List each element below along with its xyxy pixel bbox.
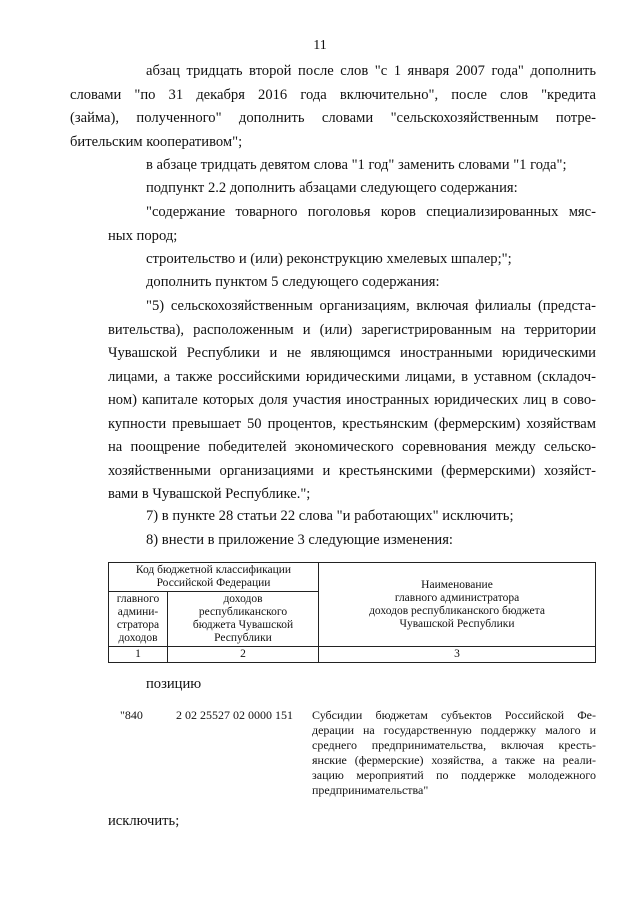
paragraph-2 (146, 154, 596, 178)
paragraph-9 (146, 529, 596, 553)
cell-text: доходов республиканского бюджета (369, 604, 545, 617)
cell-text: доходов (223, 593, 263, 605)
closing-text: исключить; (108, 813, 180, 829)
header-group-cell (109, 563, 319, 592)
text-line: среднего предпринимательства, включая кресть- (312, 738, 596, 752)
text-line: хозяйственными организациями и крестьянскими (фермерскими) хозяйст- (108, 462, 596, 479)
text-line: вительства), расположенным и (или) зарегистрированным на территории (108, 321, 596, 338)
text-line: Чувашской Республики и не являющимся иностранными юридическими (108, 345, 596, 361)
text-line: бительским кооперативом"; (70, 133, 243, 150)
cell-text: доходов (118, 632, 158, 644)
cell-text: Российской Федерации (156, 577, 271, 589)
text-line: лицами, а также российскими юридическими лицами, в уставном (складоч- (108, 368, 596, 385)
revenue-code: 2 02 25527 02 0000 151 (176, 708, 293, 722)
paragraph-1 (70, 60, 596, 154)
position-label: позицию (146, 676, 202, 692)
admin-code: "840 (120, 708, 143, 722)
paragraph-8 (146, 505, 596, 529)
cell-text: бюджета Чувашской (192, 619, 294, 631)
cell-text: главного (116, 593, 160, 605)
text-line: словами "по 31 декабря 2016 года включительно", после слов "кредита (70, 86, 596, 103)
text-line: ных пород; (108, 227, 178, 244)
cell-text: Наименование (421, 578, 493, 591)
text-line: предпринимательства" (312, 783, 429, 797)
text-line: купности превышает 50 процентов, крестьянским (фермерским) хозяйствам (108, 415, 596, 432)
paragraph-4 (108, 201, 596, 248)
text-line: Субсидии бюджетам субъектов Российской Фе- (312, 708, 596, 722)
text-line: дерации на государственную поддержку малого и (312, 723, 596, 737)
cell-text: Чувашской Республики (399, 617, 515, 630)
header-revenue-cell (168, 592, 319, 647)
paragraph-3 (146, 177, 596, 201)
text-line: абзац тридцать второй после слов "с 1 января 2007 года" дополнить (146, 63, 596, 79)
text-line: ном) капитале которых доля участия иностранных юридических лиц в сово- (108, 392, 596, 408)
header-admin-cell (109, 592, 168, 647)
text-line: зацию мероприятий по поддержке молодежного (312, 768, 596, 782)
text-line: дополнить пунктом 5 следующего содержания: (146, 274, 440, 290)
text-line: янские (фермерские) хозяйства, а также на реали- (312, 753, 596, 767)
cell-text: админи- (117, 606, 159, 618)
paragraph-5 (146, 248, 596, 272)
cell-text: Республики (214, 632, 272, 644)
cell-text: Код бюджетной классификации (135, 564, 292, 576)
text-line: 8) внести в приложение 3 следующие изменения: (146, 532, 453, 548)
text-line: на поощрение победителей экономического соревнования между сельско- (108, 439, 596, 455)
header-name-cell (319, 563, 596, 647)
text-line: "5) сельскохозяйственным организациям, включая филиалы (предста- (146, 298, 596, 314)
column-number: 1 (109, 647, 168, 663)
text-line: подпункт 2.2 дополнить абзацами следующего содержания: (146, 180, 518, 196)
column-number: 3 (319, 647, 596, 663)
paragraph-6 (146, 271, 596, 295)
entry-description (312, 708, 596, 798)
text-line: в абзаце тридцать девятом слова "1 год" заменить словами "1 года"; (146, 157, 567, 173)
cell-text: стратора (116, 619, 160, 631)
cell-text: республиканского (198, 606, 288, 618)
column-number: 2 (168, 647, 319, 663)
paragraph-7 (108, 295, 596, 507)
text-line: вами в Чувашской Республике."; (108, 486, 311, 502)
text-line: "содержание товарного поголовья коров специализированных мяс- (146, 204, 596, 220)
cell-text: главного администратора (394, 591, 520, 604)
page-number: 11 (313, 38, 327, 53)
text-line: 7) в пункте 28 статьи 22 слова "и работающих" исключить; (146, 508, 514, 524)
budget-classification-table (108, 562, 596, 663)
text-line: строительство и (или) реконструкцию хмелевых шпалер;"; (146, 251, 512, 267)
text-line: (займа), полученного" дополнить словами "сельскохозяйственным потре- (70, 110, 596, 126)
